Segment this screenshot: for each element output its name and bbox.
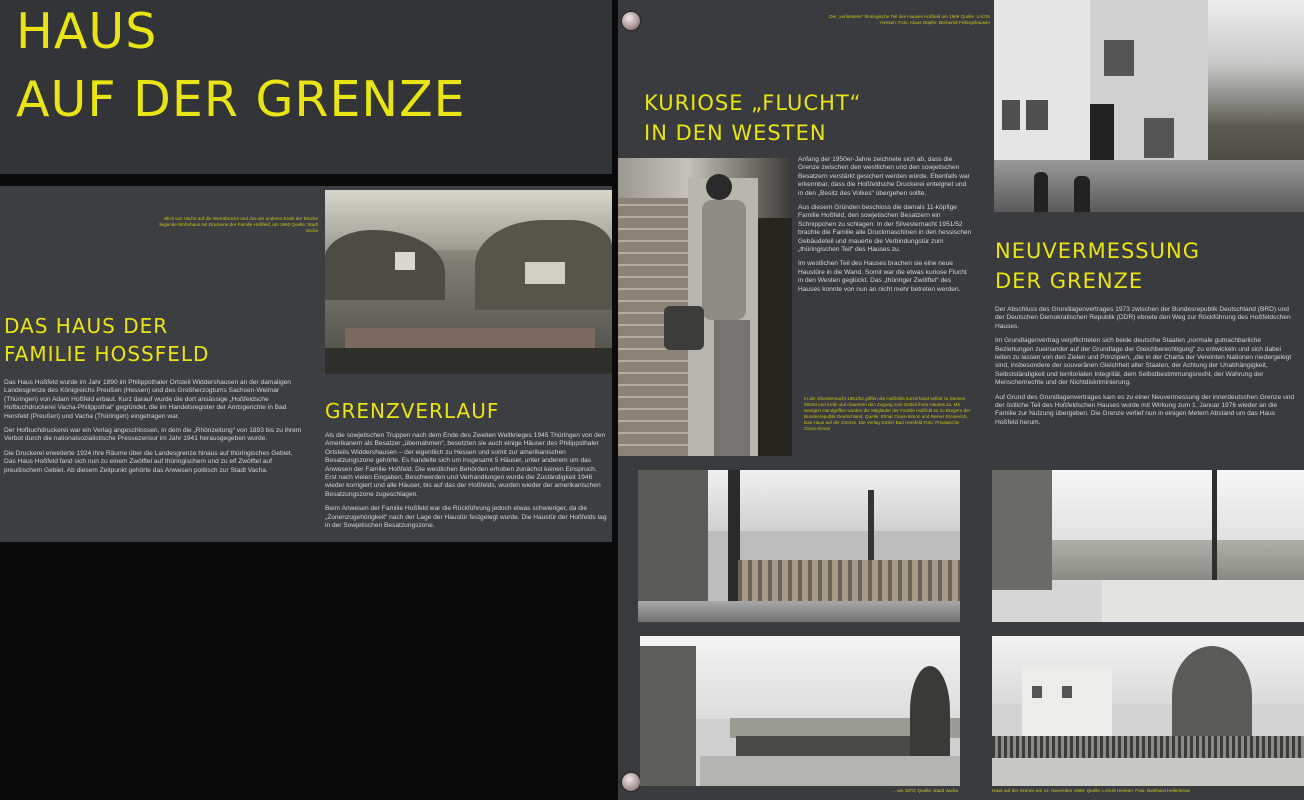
bricklaying-photo	[618, 158, 792, 456]
neuvermessung-paragraph-1: Der Abschluss des Grundlagenvertrages 1973 zwischen der Bundesrepublik Deutschland (BRD) und der Deutschen Demokratischen Republik (DDR) ebnete den Weg zur Rückführung des Hoßfeldschen Hauses.	[995, 306, 1291, 330]
neuvermessung-paragraph-2: Im Grundlagenvertrag verpflichteten sich beide deutsche Staaten „normale gutnachbarliche Beziehungen zueinander auf der Grundlage der Gleichberechtigung“ zu entwickeln und sich dabei leiten zu lassen von den Zielen und Prinzipien, „die in der Charta der Vereinten Nationen niedergelegt sind, insbesondere der souveränen Gleichheit aller Staaten, der Achtung der Unabhängigkeit, Selbstständigkeit und territorialen Integrität, dem Selbstbestimmungsrecht, der Wahrung der Menschenrechte und der Nichtdiskriminierung.	[995, 337, 1292, 387]
title-panel	[0, 0, 612, 174]
main-title-line2: AUF DER GRENZE	[16, 71, 466, 128]
grenzverlauf-paragraph-1: Als die sowjetischen Truppen nach dem Ende des Zweiten Weltkrieges 1945 Thüringen von den Amerikanern als Besatzer „übernahmen“, besetzten sie auch einige Häuser des Philippsthaler Ortsteils Widdershausen – der eigentlich zu Hessen und somit zur amerikanischen Besatzungszone gehörte. Es handelte sich um insgesamt 5 Häuser, unter anderem um das Anwesen der Familie Hoßfeld. Die westlichen Behörden erhoben zunächst keinen Einspruch. Erst nach vielen Eingaben, Beschwerden und Verhandlungen wurde die Zuständigkeit 1946 wieder korrigiert und alle Häuser, bis auf das der Hoßfelds, wurden wieder der amerikanischen Besatzungszone zugeschlagen.	[325, 432, 606, 498]
mount-screw-bottom-left	[622, 773, 640, 791]
top-photo-caption: Der „verlassene“ thüringische Teil des Hauses Hoßfeld um 1969 Quelle: LAGIS Hessen; Foto: Klaus Düpfer, Bürbertal-Fellingshausen	[829, 14, 990, 25]
section-heading-hossfeld-line1: DAS HAUS DER	[4, 314, 169, 338]
mount-screw-top-left	[622, 12, 640, 30]
flucht-body	[798, 156, 972, 300]
grenzverlauf-paragraph-2: Beim Anwesen der Familie Hoßfeld war die Rückführung jedoch etwas schwieriger, da die „Zonenzugehörigkeit“ nach der Lage der Haustür festgelegt wurde. Die Haustür der Hoßfelds lag in der Sowjetischen Besatzungszone.	[325, 505, 607, 530]
border-fence-photo	[638, 470, 960, 622]
section-heading-hossfeld-line2: FAMILIE HOSSFELD	[4, 342, 210, 366]
main-title-line1: HAUS	[16, 3, 158, 60]
neuvermessung-body	[995, 306, 1298, 433]
hossfeld-body	[4, 379, 302, 481]
neuvermessung-paragraph-3: Auf Grund des Grundlagenvertrages kam es zu einer Neuvermessung der innerdeutschen Grenze und der östliche Teil des Hoßfeldschen Hauses wurde mit Wirkung zum 1. Januar 1976 wieder an die Familie zur Nutzung übergeben. Die Grenze verlief nun in einigen Metern Abstand um das Haus Hoßfeld herum.	[995, 393, 1295, 426]
grenzverlauf-body	[325, 432, 608, 536]
flucht-paragraph-1: Anfang der 1950er-Jahre zeichnete sich ab, dass die Grenze zwischen den westlichen und den sowjetischen Besatzern verstärkt gesichert werden würde. Ebenfalls war erkennbar, dass die Hoßfeldsche Druckerei enteignet und in den „Besitz des Volkes“ übergehen sollte.	[798, 156, 970, 197]
border-road-photo	[992, 470, 1304, 622]
hossfeld-paragraph-1: Das Haus Hoßfeld wurde im Jahr 1890 im Philippsthaler Ortsteil Widdershausen an der damaligen Landesgrenze des Königreichs Preußen (Hessen) und des Großherzogtums Sachsen-Weimar (Thüringen) von Adam Hoßfeld erbaut. Kurz darauf wurde die dort ansässige „Hoßfeldsche Hofbuchdruckerei Vacha-Philippsthal“ gegründet, die im Handelsregister der Amtsgerichte in Bad Hersfeld (Preußen) und Vacha (Thüringen) eingetragen war.	[4, 379, 291, 420]
neuvermessung-heading-line1: NEUVERMESSUNG	[995, 239, 1200, 263]
flucht-paragraph-3: Im westlichen Teil des Hauses brachen sie eine neue Haustüre in die Wand. Somit war die etwas kuriose Flucht in den Westen geglückt. Das „thüringer Zwölftel“ des Hauses konnte von nun an nicht mehr betreten werden.	[798, 260, 967, 293]
bridge-photo	[325, 190, 612, 374]
neuvermessung-heading-line2: DER GRENZE	[995, 269, 1144, 293]
bridge-photo-caption: Blick von Vacha auf die Werrabrücke und das am anderen Ende der Brücke liegende Wohnhaus mit Druckerei der Familie Hoßfeld, um 1960 Quelle: Stadt Vacha	[159, 216, 318, 233]
border-crowd-photo-caption: Haus auf der Grenze am 12. November 1989; Quelle: LAGIS Hessen; Foto: Burkhard Hellerstrow	[992, 788, 1190, 793]
border-wall-photo	[640, 636, 960, 786]
hossfeld-paragraph-2: Der Hofbuchdruckerei war ein Verlag angeschlossen, in dem die „Rhönzeitung“ von 1893 bis zu ihrem Verbot durch die nationalsozialistische Pressezensur im Jahr 1941 herausgegeben wurde.	[4, 427, 302, 443]
border-crowd-photo	[992, 636, 1304, 786]
flucht-paragraph-2: Aus diesem Gründen beschloss die damals 11-köpfige Familie Hoßfeld, den sowjetischen Besatzern ein Schnippchen zu schlagen: In der Silvesternacht 1951/52 brachte die Familie alle Druckmaschinen in den hessischen Gebäudeteil und mauerte die Verbindungstür zum „thüringischen Teil“ des Hauses zu.	[798, 204, 972, 254]
border-wall-photo-caption: ... um 1970; Quelle: Stadt Vacha	[891, 788, 958, 793]
right-board	[618, 0, 1304, 800]
info-panel-left	[0, 186, 612, 542]
flucht-heading-line1: KURIOSE „FLUCHT“	[644, 91, 862, 115]
flucht-heading-line2: IN DEN WESTEN	[644, 121, 827, 145]
bricklaying-photo-caption: In der Silvesternacht 1951/52 griffen die Hoßfelds kurzerhand selbst zu Steinen, Mörtel und Kelle und mauerten den Zugang zum Ostteil ihres Hauses zu. Mit wenigen Handgriffen wurden die Mitglieder der Familie Hoßfeld so zu Bürgern der Bundesrepublik Deutschland. Quelle: Elmar Cloos-Simon und Reiner Ernmerich, Das Haus auf der Grenze, Die Verlag GmbH Bad Hersfeld Foto: Privatarchiv Cloos-Simon	[804, 396, 971, 431]
house-1969-photo	[994, 0, 1304, 212]
hossfeld-paragraph-3: Die Druckerei erweiterte 1924 ihre Räume über die Landesgrenze hinaus auf thüringisches Gebiet. Das Haus Hoßfeld fand sich nun zu einem Zwölftel auf thüringischem und zu elf Zwölftel auf preußischem Gebiet. Ab diesem Zeitpunkt gehörte das Anwesen politisch zur Stadt Vacha.	[4, 449, 293, 474]
section-heading-grenzverlauf: GRENZVERLAUF	[325, 399, 500, 423]
